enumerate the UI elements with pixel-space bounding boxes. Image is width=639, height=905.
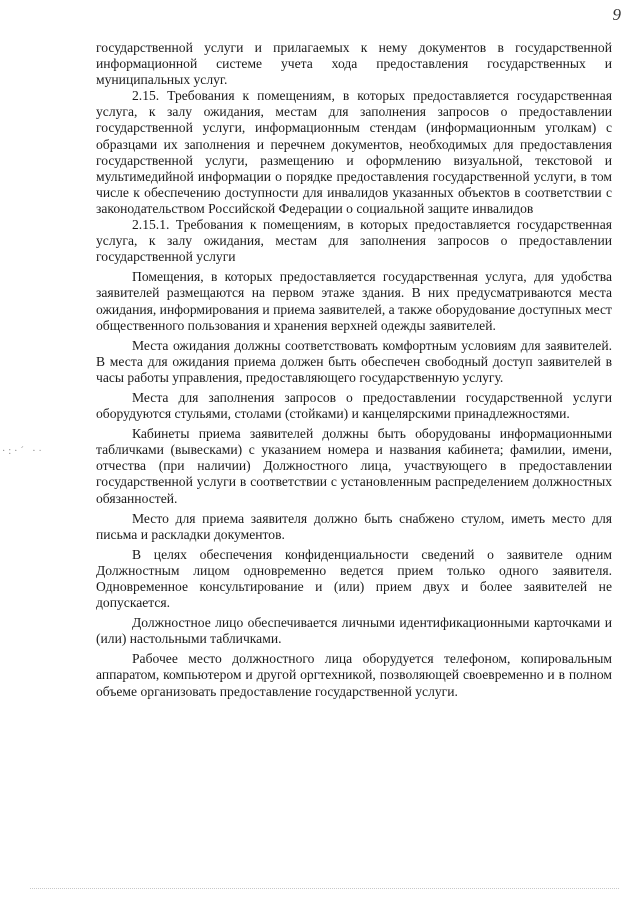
paragraph-7: Кабинеты приема заявителей должны быть оборудованы информационными табличками (вывесками) с указанием номера и названия кабинета; фамилии, имени, отчества (при наличии) Должностного лица, участвующего в предоставлении государственной услуги в соответствии с установленным распределением должностных обязанностей. [96, 426, 612, 506]
scan-edge-marks: ·:·´ ·ᐧ [2, 446, 45, 457]
paragraph-2: 2.15. Требования к помещениям, в которых предоставляется государственная услуга, к залу ожидания, местам для заполнения запросов о предоставлении государственной услуги, информационным стендам (информационным уголкам) с образцами их заполнения и перечнем документов, необходимых для предоставления государственной услуги, размещению и оформлению визуальной, текстовой и мультимедийной информации о порядке предоставления государственной услуги, в том числе к обеспечению доступности для инвалидов указанных объектов в соответствии с законодательством Российской Федерации о социальной защите инвалидов [96, 88, 612, 216]
paragraph-1: государственной услуги и прилагаемых к нему документов в государственной информационной системе учета хода предоставления государственных и муниципальных услуг. [96, 40, 612, 88]
paragraph-4: Помещения, в которых предоставляется государственная услуга, для удобства заявителей размещаются на первом этаже здания. В них предусматриваются места ожидания, информирования и приема заявителей, а также оборудование доступных мест общественного пользования и хранения верхней одежды заявителей. [96, 269, 612, 333]
scan-bottom-edge [30, 888, 619, 891]
paragraph-10: Должностное лицо обеспечивается личными идентификационными карточками и (или) настольными табличками. [96, 615, 612, 647]
document-body [96, 40, 612, 700]
paragraph-5: Места ожидания должны соответствовать комфортным условиям для заявителей. В места для ожидания приема должен быть обеспечен свободный доступ заявителей в часы работы управления, предоставляющего государственную услугу. [96, 337, 612, 385]
paragraph-3: 2.15.1. Требования к помещениям, в которых предоставляется государственная услуга, к залу ожидания, местам для заполнения запросов о предоставлении государственной услуги [96, 217, 612, 265]
paragraph-6: Места для заполнения запросов о предоставлении государственной услуги оборудуются стульями, столами (стойками) и канцелярскими принадлежностями. [96, 389, 612, 422]
paragraph-9: В целях обеспечения конфиденциальности сведений о заявителе одним Должностным лицом одновременно ведется прием только одного заявителя. Одновременное консультирование и (или) прием двух и более заявителей не допускается. [96, 546, 612, 611]
paragraph-11: Рабочее место должностного лица оборудуется телефоном, копировальным аппаратом, компьютером и другой оргтехникой, позволяющей своевременно и в полном объеме организовать предоставление государственной услуги. [96, 651, 612, 699]
paragraph-8: Место для приема заявителя должно быть снабжено стулом, иметь место для письма и раскладки документов. [96, 510, 612, 542]
page-number: 9 [612, 5, 621, 24]
